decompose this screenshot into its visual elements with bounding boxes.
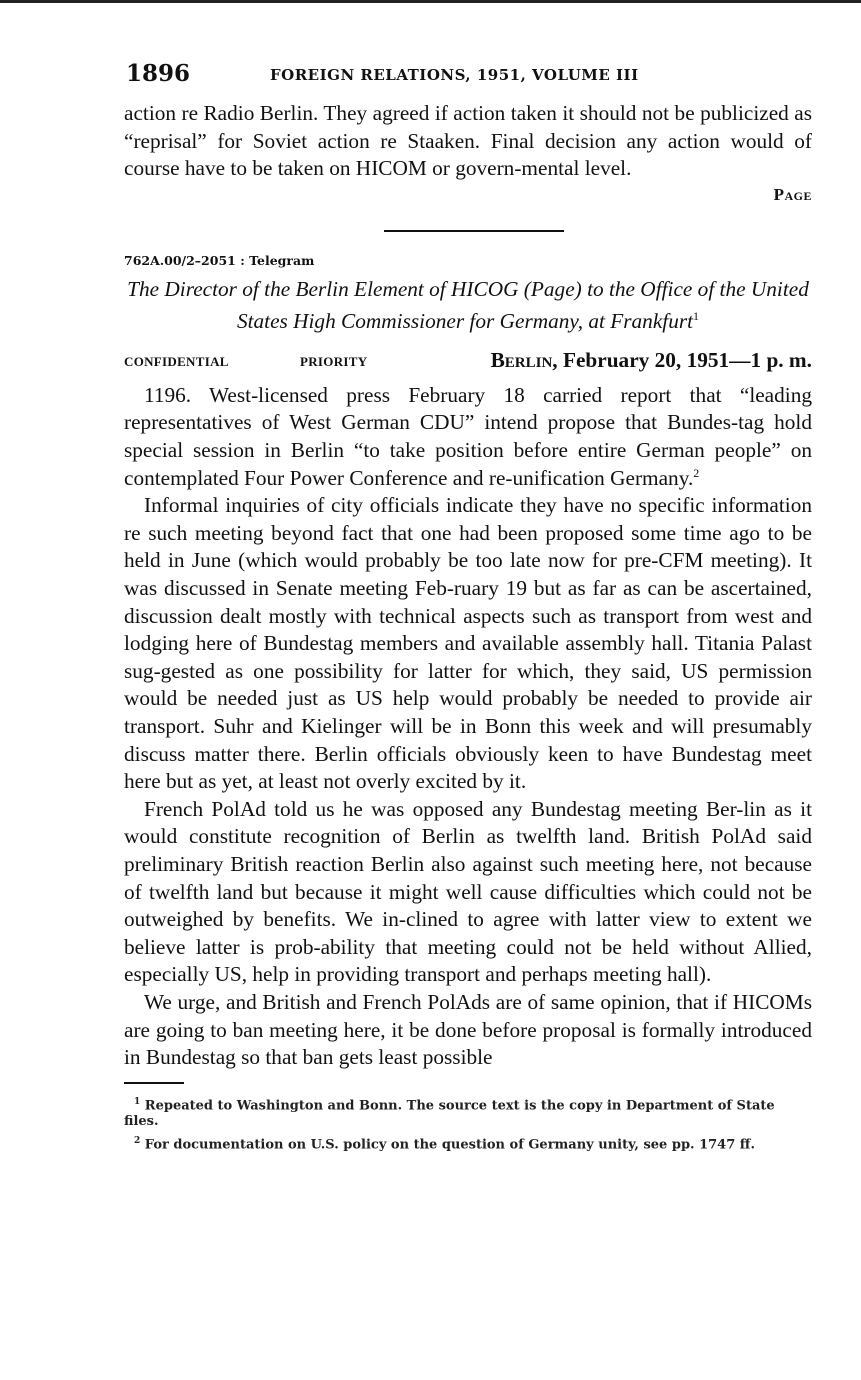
signature: Page bbox=[773, 184, 812, 204]
footnote-mark-2: 2 bbox=[693, 465, 700, 480]
place: Berlin, bbox=[490, 347, 558, 372]
footnote-divider bbox=[124, 1082, 184, 1084]
footnote-1 bbox=[124, 1094, 812, 1130]
running-header bbox=[124, 58, 812, 94]
footnote-1-mark: 1 bbox=[134, 1096, 141, 1107]
paragraph-1 bbox=[124, 382, 812, 492]
previous-document-ending bbox=[124, 100, 812, 183]
document-page bbox=[124, 58, 812, 1156]
file-reference: 762A.00/2–2051 : Telegram bbox=[124, 252, 315, 268]
running-title: FOREIGN RELATIONS, 1951, VOLUME III bbox=[270, 66, 639, 84]
document-title-text: The Director of the Berlin Element of HICOG (Page) to the Office of the United States High Commissioner for Germany, at Frankfurt bbox=[127, 276, 809, 333]
classification-label: CONFIDENTIAL bbox=[124, 353, 229, 369]
paragraph-1-text: 1196. West-licensed press February 18 carried report that “leading representatives of West German CDU” intend propose that Bundes-tag hold special session in Berlin “to take position before entire German people” on contemplated Four Power Conference and re-unification Germany. bbox=[124, 382, 812, 490]
footnote-2 bbox=[124, 1133, 812, 1153]
footnotes bbox=[124, 1094, 812, 1154]
paragraph-4: We urge, and British and French PolAds are of same opinion, that if HICOMs are going to ban meeting here, it be done before proposal is formally introduced in Bundestag so that ban gets least possible bbox=[124, 989, 812, 1070]
page-top-edge bbox=[0, 0, 861, 3]
paragraph-3: French PolAd told us he was opposed any Bundestag meeting Ber-lin as it would constitute recognition of Berlin as twelfth land. British PolAd said preliminary British reaction Berlin also against such meeting here, not because of twelfth land but because it might well cause difficulties which could not be outweighed by benefits. We in-clined to agree with latter view to extent we believe latter is prob-ability that meeting could not be held without Allied, especially US, help in providing transport and perhaps meeting hall). bbox=[124, 796, 812, 987]
document-title bbox=[124, 276, 812, 335]
footnote-1-text: Repeated to Washington and Bonn. The source text is the copy in Department of State files. bbox=[124, 1098, 775, 1130]
message-body bbox=[124, 382, 812, 1072]
page-number: 1896 bbox=[126, 60, 191, 87]
paragraph-2: Informal inquiries of city officials indicate they have no specific information re such meeting beyond fact that one had been proposed some time ago to be held in June (which would probably be too late now for pre-CFM meeting). It was discussed in Senate meeting Feb-ruary 19 but as far as can be ascertained, discussion dealt mostly with technical aspects such as transport from west and lodging here of Bundestag members and available assembly hall. Titania Palast sug-gested as one possibility for latter for which, they said, US permission would be needed just as US help would probably be needed to provide air transport. Suhr and Kielinger will be in Bonn this week and will presumably discuss matter there. Berlin officials obviously keen to have Bundestag meet here but as yet, at least not overly excited by it. bbox=[124, 493, 812, 794]
footnote-2-mark: 2 bbox=[134, 1136, 141, 1147]
section-divider bbox=[384, 230, 564, 232]
place-and-date bbox=[491, 348, 812, 373]
priority-label: PRIORITY bbox=[300, 353, 368, 369]
date-time: February 20, 1951—1 p. m. bbox=[562, 347, 812, 372]
footnote-2-text: For documentation on U.S. policy on the question of Germany unity, see pp. 1747 ff. bbox=[144, 1137, 755, 1153]
dateline bbox=[124, 348, 812, 378]
closing-paragraph: action re Radio Berlin. They agreed if action taken it should not be publicized as “reprisal” for Soviet action re Staaken. Final decision any action would of course have to be taken on HICOM or govern-mental level. bbox=[124, 101, 812, 181]
title-footnote-mark: 1 bbox=[693, 308, 700, 323]
